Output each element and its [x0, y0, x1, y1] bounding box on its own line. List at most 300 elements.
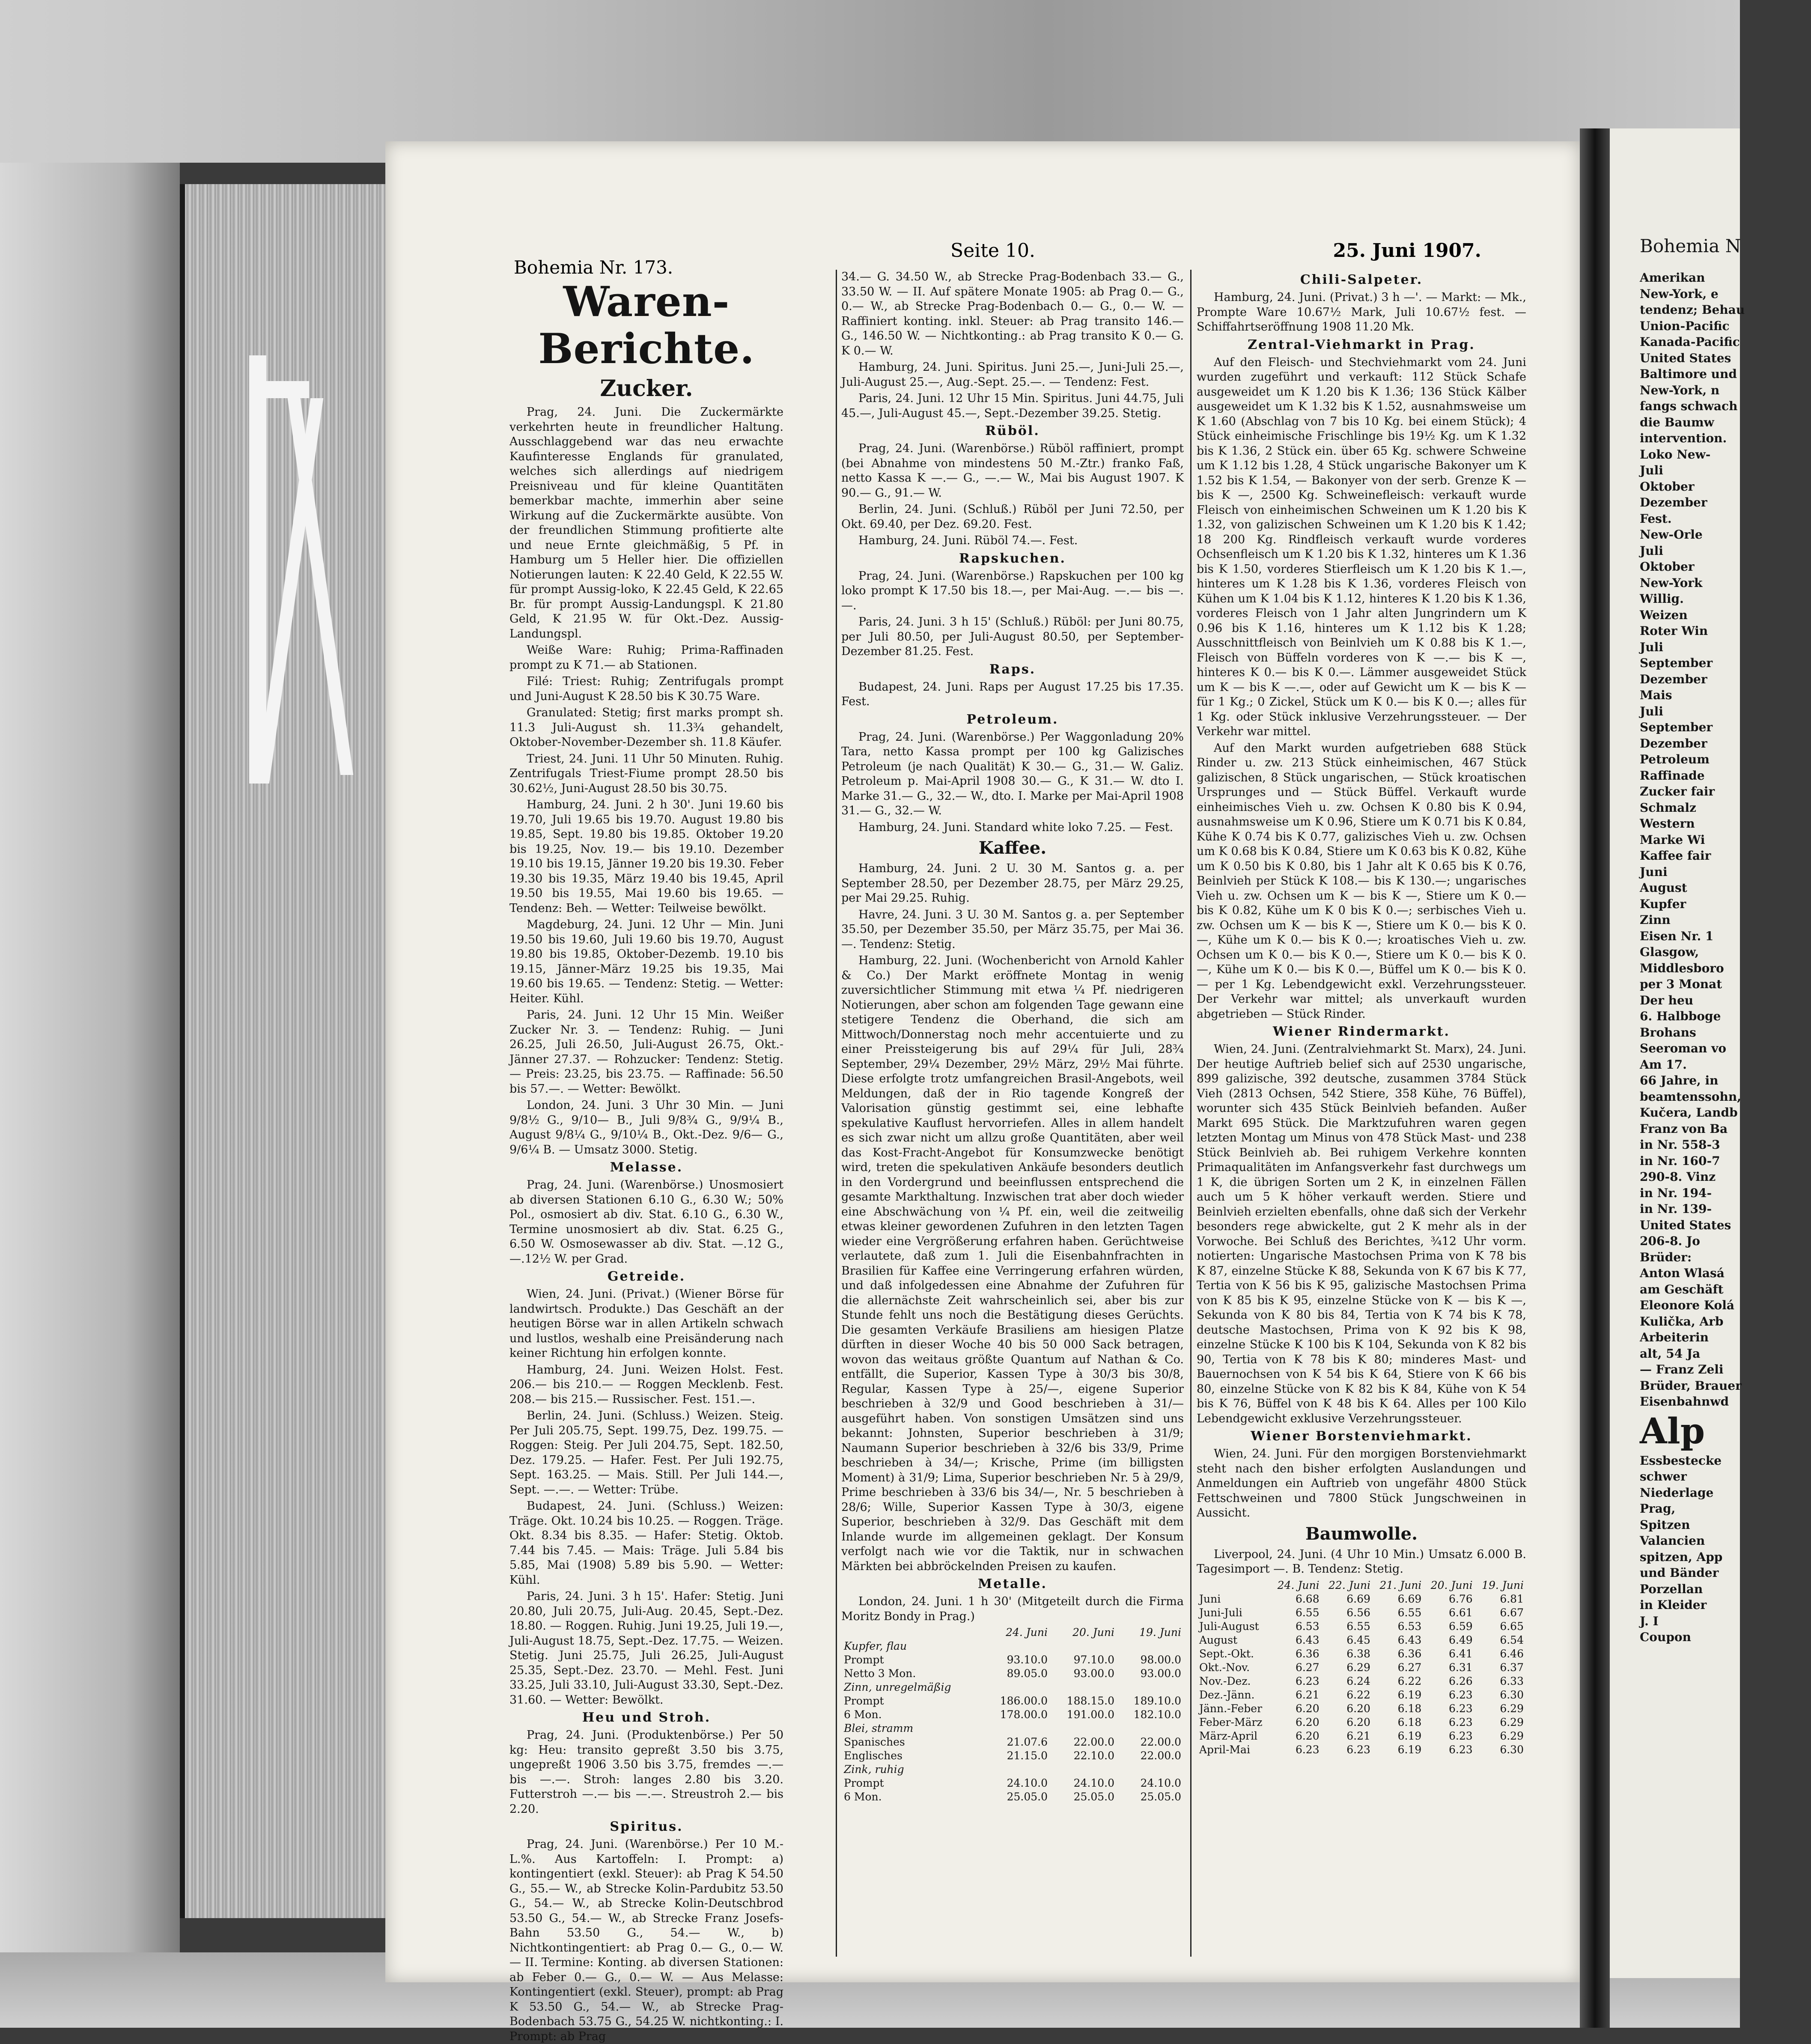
table-row [841, 1653, 1184, 1667]
table-cell: 6.55 [1397, 1606, 1422, 1619]
table-cell: 6.22 [1346, 1688, 1370, 1701]
article-paragraph: Prag, 24. Juni. (Warenbörse.) Rapskuchen per 100 kg loko prompt K 17.50 bis 18.—, per Mai-Aug. —.— bis —.—. [841, 569, 1184, 612]
table-cell: 6.53 [1397, 1620, 1422, 1633]
table-cell: 21.07.6 [1007, 1736, 1048, 1748]
table-cell: 6.18 [1397, 1716, 1422, 1728]
table-header [1197, 1579, 1271, 1592]
heading-rapskuchen: Rapskuchen. [959, 551, 1066, 566]
column-1 [509, 270, 783, 2043]
facing-page-line: Porzellan [1640, 1582, 1703, 1596]
table-cell: 22.00.0 [1140, 1736, 1181, 1748]
heading-petroleum: Petroleum. [966, 712, 1059, 727]
facing-page-line: Dezember [1640, 736, 1707, 751]
table-cell [1117, 1680, 1184, 1694]
table-cell: 182.10.0 [1133, 1708, 1181, 1721]
table-cell: Feber-März [1199, 1716, 1263, 1728]
article-paragraph: Hamburg, 24. Juni. Weizen Holst. Fest. 206.— bis 210.— — Roggen Mecklenb. Fest. 208.— bis 215.— Russischer. Fest. 151.—. [509, 1363, 783, 1406]
table-cell: 6.22 [1397, 1675, 1422, 1687]
heading-zucker: Zucker. [600, 375, 693, 402]
facing-page-line: beamtenssohn, [1640, 1089, 1741, 1104]
table-cell: Kupfer, flau [844, 1640, 907, 1652]
table-row [841, 1749, 1184, 1763]
table-cell: 6.33 [1500, 1675, 1524, 1687]
table-row [841, 1763, 1184, 1776]
table-cell: 21.15.0 [1007, 1749, 1048, 1762]
table-cell: 22.00.0 [1073, 1736, 1114, 1748]
table-cell: 6.31 [1448, 1661, 1473, 1674]
table-cell: 178.00.0 [1000, 1708, 1048, 1721]
newspaper-page [385, 141, 1580, 2043]
article-paragraph: London, 24. Juni. 3 Uhr 30 Min. — Juni 9/8½ G., 9/10— B., Juli 9/8¾ G., 9/9¼ B., August 9/8¼ G., 9/10¼ B., Okt.-Dez. 9/6— G., 9/6¼ B. — Umsatz 3000. Stetig. [509, 1099, 783, 1156]
article-paragraph: Hamburg, 24. Juni. 2 U. 30 M. Santos g. a. per September 28.50, per Dezember 28.75, per März 29.25, per Mai 29.25. Ruhig. [841, 862, 1184, 905]
table-cell: 24.10.0 [1073, 1777, 1114, 1789]
facing-page-line: New-York, e [1640, 286, 1719, 301]
article-paragraph: Triest, 24. Juni. 11 Uhr 50 Minuten. Ruhig. Zentrifugals Triest-Fiume prompt 28.50 bis 30.62½, Juni-August 28.50 bis 30.75. [509, 752, 783, 795]
table-row [1197, 1647, 1526, 1661]
table-row [841, 1694, 1184, 1708]
table-cell: 98.00.0 [1140, 1654, 1181, 1666]
article-paragraph: Filé: Triest: Ruhig; Zentrifugals prompt und Juni-August K 28.50 bis K 30.75 Ware. [509, 675, 783, 703]
facing-page-text [1640, 270, 1811, 1645]
page-edge-mark [256, 398, 323, 784]
facing-page-line: Am 17. [1640, 1057, 1687, 1072]
table-cell: 6.55 [1295, 1606, 1320, 1619]
table-cell [1050, 1680, 1117, 1694]
table-cell: 186.00.0 [1000, 1695, 1048, 1707]
table-cell: 6.36 [1295, 1647, 1320, 1660]
table-row [1197, 1633, 1526, 1647]
facing-page-line: Juli [1640, 463, 1663, 477]
table-cell: Englisches [844, 1749, 903, 1762]
article-paragraph: Wien, 24. Juni. (Zentralviehmarkt St. Marx), 24. Juni. Der heutige Auftrieb belief sich auf 2530 ungarische, 899 galizische, 392 deutsche, zusammen 3784 Stück Vieh (2813 Ochsen, 542 Stiere, 358 Kühe, 76 Büffel), worunter sich 435 Stück Beinlvieh befanden. Außer Markt 695 Stück. Die Marktzufuhren waren gegen letzten Montag um Minus von 478 Stück Mast- und 238 Stück Beinlvieh ab. Bei ruhigem Verkehre konnten Primaqualitäten im Anfangsverkehr fast durchwegs um 1 K, die übrigen Sorten um 2 K, in einzelnen Fällen auch um 5 K höher verkauft werden. Stiere und Beinlvieh erzielten ebenfalls, ohne daß sich der Verkehr besonders rege abwickelte, gut 2 K mehr als in der Vorwoche. Bei Schluß des Berichtes, ¾12 Uhr vorm. notierten: Ungarische Mastochsen Prima von K 78 bis K 87, einzelne Stücke K 88, Sekunda von K 67 bis K 77, Tertia von K 56 bis K 95, galizische Mastochsen Prima von K 85 bis K 95, einzelne Stücke von K — bis K —, Sekunda von K 80 bis 84, Tertia von K 74 bis K 78, deutsche Mastochsen, Prima von K 92 bis K 98, einzelne Stücke K 100 bis K 104, Sekunda von K 82 bis 90, Tertia von K 78 bis K 80; minderes Mast- und Bauernochsen von K 54 bis K 64, Stiere von K 66 bis 80, einzelne Stücke von K 82 bis K 84, Kühe von K 54 bis K 76, Büffel von K 48 bis K 64. Alles per 100 Kilo Lebendgewicht exklusive Verzehrungssteuer. [1197, 1043, 1526, 1425]
article-paragraph: Paris, 24. Juni. 3 h 15'. Hafer: Stetig. Juni 20.80, Juli 20.75, Juli-Aug. 20.45, Sept.-Dez. 18.80. — Roggen. Ruhig. Juni 19.25, Juli 19.—, Juli-August 18.75, Sept.-Dez. 17.75. — Weizen. Stetig. Juni 25.75, Juli 26.25, Juli-August 25.35, Sept.-Dez. 23.70. — Mehl. Fest. Juni 33.25, Juli 33.10, Juli-August 33.30, Sept.-Dez. 31.60. — Wetter: Bewölkt. [509, 1590, 783, 1707]
table-cell: 6.20 [1295, 1716, 1320, 1728]
facing-page-line: spitzen, App [1640, 1549, 1723, 1564]
table-cell: 6.23 [1448, 1688, 1473, 1701]
table-row [841, 1667, 1184, 1680]
table-row [841, 1708, 1184, 1722]
page-edge-mark [249, 355, 266, 784]
facing-page-line: Valancien [1640, 1534, 1705, 1548]
table-row [1197, 1729, 1526, 1743]
table-cell: 6.56 [1346, 1606, 1370, 1619]
facing-page-line: Kulička, Arb [1640, 1314, 1724, 1329]
article-paragraph: Budapest, 24. Juni. Raps per August 17.25 bis 17.35. Fest. [841, 680, 1184, 708]
table-row [1197, 1606, 1526, 1620]
table-cell: 6.59 [1448, 1620, 1473, 1633]
table-cell: 93.00.0 [1073, 1667, 1114, 1680]
column-2 [841, 270, 1184, 1940]
facing-page-line: Oktober [1640, 479, 1695, 494]
article-paragraph: Prag, 24. Juni. Die Zuckermärkte verkehrten heute in freundlicher Haltung. Ausschlaggebend war das neu erwachte Kaufinteresse Englands für granulated, welches sich allerdings auf niedrigem Preisniveau und für kleine Quantitäten bemerkbar machte, immerhin aber seine Wirkung auf die Zuckermärkte ausübte. Von der freundlichen Stimmung profitierte alte und neue Ernte gleichmäßig, 5 Pf. in Hamburg um 5 Heller hier. Die offiziellen Notierungen lauten: K 22.40 Geld, K 22.55 W. für prompt Aussig-loko, K 22.45 Geld, K 22.65 Br. für prompt Aussig-Landungspl. K 21.80 Geld, K 21.95 W. für Okt.-Dez. Aussig-Landungspl. [509, 405, 783, 641]
article-paragraph: Weiße Ware: Ruhig; Prima-Raffinaden prompt zu K 71.— ab Stationen. [509, 644, 783, 672]
article-paragraph: Hamburg, 24. Juni. Spiritus. Juni 25.—, Juni-Juli 25.—, Juli-August 25.—, Aug.-Sept. 25.—. — Tendenz: Fest. [841, 361, 1184, 389]
heading-rueboel: Rüböl. [985, 423, 1040, 438]
heading-melasse: Melasse. [610, 1160, 683, 1175]
table-cell: 6.20 [1295, 1702, 1320, 1715]
table-cell: Blei, stramm [844, 1722, 914, 1734]
heading-metalle: Metalle. [978, 1576, 1047, 1591]
table-cell: Nov.-Dez. [1199, 1675, 1251, 1687]
table-cell: 6.37 [1500, 1661, 1524, 1674]
facing-page-line: Eleonore Kolá [1640, 1298, 1734, 1312]
table-row [841, 1790, 1184, 1804]
table-cell [1117, 1639, 1184, 1653]
facing-page-line: Dezember [1640, 672, 1707, 686]
table-cell: 6.23 [1448, 1743, 1473, 1756]
article-paragraph: Berlin, 24. Juni. (Schluss.) Weizen. Steig. Per Juli 205.75, Sept. 199.75, Dez. 199.75. — Roggen: Steig. Per Juli 204.75, Sept. 182.50, Dez. 179.25. — Hafer. Fest. Per Juli 192.75, Sept. 163.25. — Mais. Still. Per Juli 144.—, Sept. —.—. — Wetter: Trübe. [509, 1409, 783, 1496]
facing-page-line: Juli [1640, 704, 1663, 718]
facing-page-line: Zucker fair [1640, 784, 1715, 799]
cotton-table [1197, 1579, 1526, 1757]
facing-page-line: Glasgow, [1640, 945, 1699, 959]
table-cell: 188.15.0 [1066, 1695, 1114, 1707]
facing-page-line: J. I [1640, 1614, 1659, 1628]
table-cell: 93.00.0 [1140, 1667, 1181, 1680]
table-cell: April-Mai [1199, 1743, 1250, 1756]
facing-page-line: in Nr. 558-3 [1640, 1138, 1720, 1152]
heading-raps: Raps. [989, 661, 1036, 677]
article-paragraph: Hamburg, 24. Juni. Standard white loko 7.25. — Fest. [858, 820, 1174, 834]
table-cell: Prompt [844, 1654, 884, 1666]
column-rule [1190, 270, 1191, 1957]
facing-page-line: Niederlage [1640, 1485, 1714, 1500]
table-cell: Zink, ruhig [844, 1763, 904, 1776]
table-header [841, 1626, 983, 1639]
article-paragraph: Granulated: Stetig; first marks prompt sh. 11.3 Juli-August sh. 11.3¾ gehandelt, Oktober-November-Dezember sh. 11.8 Käufer. [509, 706, 783, 749]
running-head-right: 25. Juni 1907. [1333, 240, 1481, 262]
facing-page-line: Eisenbahnwd [1640, 1394, 1729, 1409]
facing-page-line: 66 Jahre, in [1640, 1073, 1719, 1088]
table-cell: 6.21 [1346, 1729, 1370, 1742]
table-cell: 6.45 [1346, 1633, 1370, 1646]
facing-page-line: Arbeiterin [1640, 1330, 1709, 1344]
facing-page-line: intervention. [1640, 431, 1727, 445]
table-cell: Jänn.-Feber [1199, 1702, 1263, 1715]
table-cell: 6.20 [1346, 1716, 1370, 1728]
table-cell: 6.81 [1500, 1592, 1524, 1605]
table-row [1197, 1620, 1526, 1633]
article-paragraph: Havre, 24. Juni. 3 U. 30 M. Santos g. a. per September 35.50, per Dezember 35.50, per März 35.75, per Mai 36.—. Tendenz: Stetig. [841, 908, 1184, 951]
article-paragraph: Auf den Markt wurden aufgetrieben 688 Stück Rinder u. zw. 213 Stück einheimischen, 467 Stück galizischen, 8 Stück ungarischen, — Stück kroatischen Ursprunges und — Stück Büffel. Verkauft wurde einheimisches Vieh u. zw. Ochsen K 0.80 bis K 0.94, ausnahmsweise um K 0.96, Stiere um K 0.71 bis K 0.84, Kühe K 0.74 bis K 0.77, galizisches Vieh u. zw. Ochsen um K 0.68 bis K 0.84, Stiere um K 0.63 bis K 0.82, Kühe um K 0.50 bis K 0.80, bis 1 Jahr alt K 0.65 bis K 0.76, Beinlvieh per Stück K 108.— bis K 130.—; ungarisches Vieh u. zw. Ochsen um K — bis K —, Stiere um K 0.— bis K 0.82, Kühe um K 0 bis K 0.—; serbisches Vieh u. zw. Ochsen um K — bis K —, Stiere um K 0.— bis K 0.—, Kühe um K 0.— bis K 0.—; kroatisches Vieh u. zw. Ochsen um K 0.— bis K 0.—, Stiere um K 0.— bis K 0.—, Kühe um K 0.— bis K 0.—, Büffel um K 0.— bis K 0.— per 1 Kg. Lebendgewicht exkl. Verzehrungssteuer. Der Verkehr war mittel; als unverkauft wurden abgetrieben — Stück Rinder. [1197, 741, 1526, 1021]
table-header: 22. Juni [1328, 1579, 1370, 1591]
column-3 [1197, 270, 1526, 1940]
table-cell: 6.23 [1295, 1675, 1320, 1687]
facing-page-line: schwer [1640, 1469, 1687, 1484]
table-header: 20. Juni [1430, 1579, 1473, 1591]
facing-page-line: Kupfer [1640, 897, 1686, 911]
facing-page-line: — Franz Zeli [1640, 1362, 1724, 1377]
table-cell: 97.10.0 [1073, 1654, 1114, 1666]
facing-page-line: alt, 54 Ja [1640, 1346, 1701, 1361]
facing-page-line: Spitzen [1640, 1517, 1690, 1532]
table-cell: 6.29 [1500, 1729, 1524, 1742]
table-header-row [841, 1626, 1184, 1639]
facing-page-line: Amerikan [1640, 271, 1705, 285]
table-cell: Juni [1199, 1592, 1221, 1605]
table-cell: 6.24 [1346, 1675, 1370, 1687]
facing-page-line: Alp [1640, 1410, 1705, 1452]
facing-page-line: Brüder, Brauer [1640, 1378, 1742, 1393]
facing-page-line: Kaffee fair [1640, 849, 1711, 863]
table-header: 24. Juni [1277, 1579, 1320, 1591]
facing-page-line: September [1640, 656, 1713, 670]
table-cell: 93.10.0 [1007, 1654, 1048, 1666]
table-cell: 6.23 [1448, 1716, 1473, 1728]
table-cell: 6.69 [1397, 1592, 1422, 1605]
table-cell: 6.23 [1346, 1743, 1370, 1756]
heading-zentral-viehmarkt: Zentral-Viehmarkt in Prag. [1248, 337, 1475, 352]
table-cell: 89.05.0 [1007, 1667, 1048, 1680]
table-row [1197, 1688, 1526, 1702]
article-paragraph: Wien, 24. Juni. (Privat.) (Wiener Börse für landwirtsch. Produkte.) Das Geschäft an der heutigen Börse war in allen Artikeln schwach und lustlos, weshalb eine Preisänderung nach keiner Richtung hin erfolgen konnte. [509, 1287, 783, 1360]
page-edge-mark [249, 381, 309, 398]
table-cell: 6.27 [1295, 1661, 1320, 1674]
table-cell: 25.05.0 [1140, 1791, 1181, 1803]
facing-page-line: Juni [1640, 864, 1668, 879]
heading-chili-salpeter: Chili-Salpeter. [1300, 272, 1423, 287]
table-cell: 6.29 [1500, 1716, 1524, 1728]
article-paragraph: Prag, 24. Juni. (Warenbörse.) Per Waggonladung 20% Tara, netto Kassa prompt per 100 kg Galizisches Petroleum (je nach Qualität) K 30.— G., 31.— W. Galiz. Petroleum p. Mai-April 1908 30.— G., K 31.— W. dto I. Marke 31.— G., 32.— W., dto. I. Marke per Mai-April 1908 31.— G., 32.— W. [841, 730, 1184, 817]
facing-page-line: Oktober [1640, 560, 1695, 574]
facing-page-line: Zinn [1640, 913, 1671, 927]
facing-page-line: Mais [1640, 688, 1672, 702]
article-paragraph: Liverpool, 24. Juni. (4 Uhr 10 Min.) Umsatz 6.000 B. Tagesimport —. B. Tendenz: Stetig. [1197, 1547, 1526, 1576]
table-header: 21. Juni [1379, 1579, 1422, 1591]
facing-page-line: Marke Wi [1640, 832, 1705, 847]
facing-page-line: per 3 Monat [1640, 977, 1722, 991]
facing-page-line: in Nr. 139- [1640, 1202, 1712, 1216]
facing-page-line: in Nr. 194- [1640, 1186, 1712, 1200]
scan-background-top [0, 0, 1740, 163]
article-paragraph: Hamburg, 24. Juni. 2 h 30'. Juni 19.60 bis 19.70, Juli 19.65 bis 19.70. August 19.80 bis 19.85, Sept. 19.80 bis 19.85. Oktober 19.20 bis 19.25, Nov. 19.— bis 19.10. Dezember 19.10 bis 19.15, Jänner 19.20 bis 19.30. Feber 19.30 bis 19.35, März 19.40 bis 19.45, April 19.50 bis 19.55, Mai 19.60 bis 19.65. — Tendenz: Beh. — Wetter: Teilweise bewölkt. [509, 798, 783, 915]
facing-page-line: Kučera, Landb [1640, 1105, 1738, 1120]
book-page-edges [180, 184, 390, 1918]
table-cell: 6 Mon. [844, 1708, 882, 1721]
facing-page-line: New-Orle [1640, 527, 1703, 542]
table-cell: 6.38 [1346, 1647, 1370, 1660]
article-paragraph: Prag, 24. Juni. (Warenbörse.) Unosmosiert ab diversen Stationen 6.10 G., 6.30 W.; 50% Pol., osmosiert ab div. Stat. 6.10 G., 6.30 W., Termine unosmosiert ab div. Stat. 6.25 G., 6.50 W. Osmosewasser ab div. Stat. —.12 G., —.12½ W. per Grad. [509, 1178, 783, 1266]
table-cell: 6.19 [1397, 1729, 1422, 1742]
facing-page-line: United States [1640, 1218, 1731, 1232]
table-cell: Dez.-Jänn. [1199, 1688, 1255, 1701]
facing-page-line: die Baumw [1640, 415, 1714, 429]
table-cell [1117, 1763, 1184, 1776]
table-cell: 6.21 [1295, 1688, 1320, 1701]
table-cell: 6.55 [1346, 1620, 1370, 1633]
heading-baumwolle: Baumwolle. [1305, 1523, 1418, 1544]
table-cell: März-April [1199, 1729, 1258, 1742]
facing-page-line: Raffinade [1640, 768, 1705, 783]
article-paragraph: Paris, 24. Juni. 3 h 15' (Schluß.) Rüböl: per Juni 80.75, per Juli 80.50, per Juli-August 80.50, per September-Dezember 81.25. Fest. [841, 615, 1184, 658]
table-cell [1050, 1722, 1117, 1735]
facing-page-line: am Geschäft [1640, 1282, 1724, 1296]
scan-background-left [0, 163, 180, 2028]
heading-kaffee: Kaffee. [978, 838, 1047, 858]
table-header: 19. Juni [1482, 1579, 1524, 1591]
table-cell: 189.10.0 [1133, 1695, 1181, 1707]
article-paragraph: Hamburg, 22. Juni. (Wochenbericht von Arnold Kahler & Co.) Der Markt eröffnete Montag in wenig zuversichtlicher Stimmung mit etwa ¼ Pf. niedrigeren Notierungen, aber schon am folgenden Tage gewann eine stetigere Tendenz die Oberhand, die sich am Mittwoch/Donnerstag noch mehr accentuierte und zu einer Preissteigerung bis auf 29¼ für Juli, 28¾ September, 29¼ Dezember, 29½ März, 29½ Mai führte. Diese erfolgte trotz umfangreichen Brasil-Angebots, weil Meldungen, daß der in Rio tagende Kongreß der Valorisation günstig gestimmt sei, eine lebhafte spekulative Kauflust hervorriefen. Alles in allem handelt es sich zwar nicht um allzu große Quantitäten, aber weil das Kost-Fracht-Angebot für Konsumzwecke benötigt wird, treten die spekulativen Ankäufe besonders deutlich in den Vordergrund und beeinflussen entsprechend die gesamte Markthaltung. Inzwischen trat aber doch wieder eine Abschwächung von ¼ Pf. ein, weil die zeitweilig etwas kleiner gewordenen Zufuhren in den letzten Tagen wieder eine Vergrößerung erfahren haben. Gerüchtweise verlautete, daß zum 1. Juli die Eisenbahnfrachten in Brasilien für Kaffee eine Verringerung erfahren würden, und daß infolgedessen eine Abnahme der Zufuhren für die allernächste Zeit wahrscheinlich sei, aber bis zur Stunde fehlt uns noch die Bestätigung dieses Gerüchts. Die gesamten Verkäufe Brasiliens am hiesigen Platze dürften in dieser Woche 40 bis 50 000 Sack betragen, wovon das weitaus größte Quantum auf Nathan & Co. entfällt, die Superior, Kassen Type à 30/3 bis 30/8, Regular, Kassen Type à 25/—, eigene Superior beschrieben à 32/9 und Good beschrieben à 31/— ausgeführt haben. Von sonstigen Umsätzen sind uns bekannt: Johnsten, Superior beschrieben à 31/9; Naumann Superior beschrieben à 32/6 bis 33/9, Prime beschrieben à 34/—; Krische, Prime (im billigsten Moment) à 31/9; Lima, Superior beschrieben Nr. 5 à 29/9, Prime beschrieben à 33/6 bis 34/—, Nr. 5 beschrieben à 28/6; Wille, Superior Kassen Type à 30/3, eigene Superior, beschrieben à 32/9. Das Geschäft mit dem Inlande wurde im allgemeinen geklagt. Der Konsum verfolgt nach wie vor die Taktik, nur in schwachen Märkten bei abbröckelnden Preisen zu kaufen. [841, 954, 1184, 1573]
heading-heu-und-stroh: Heu und Stroh. [582, 1710, 711, 1725]
table-cell: 22.10.0 [1073, 1749, 1114, 1762]
table-cell: 6.68 [1295, 1592, 1320, 1605]
table-cell: 6.54 [1500, 1633, 1524, 1646]
facing-page-line: Fest. [1640, 511, 1672, 526]
table-cell [983, 1763, 1050, 1776]
cotton-table-body [1197, 1592, 1526, 1757]
facing-page-line: New-York [1640, 575, 1703, 590]
article-paragraph: Prag, 24. Juni. (Warenbörse.) Rüböl raffiniert, prompt (bei Abnahme von mindestens 50 M.-Ztr.) franko Faß, netto Kassa K —.— G., —.— W., Mai bis August 1907. K 90.— G., 91.— W. [841, 442, 1184, 500]
table-row [841, 1735, 1184, 1749]
table-cell: 6.27 [1397, 1661, 1422, 1674]
table-cell: 6.30 [1500, 1688, 1524, 1701]
table-header: 24. Juni [1006, 1626, 1048, 1639]
article-paragraph: Prag, 24. Juni. (Produktenbörse.) Per 50 kg: Heu: transito gepreßt 3.50 bis 3.75, ungepreßt 1906 3.50 bis 3.75, fremdes —.— bis —.—. Stroh: langes 2.80 bis 3.20. Futterstroh —.— bis —.—. Streustroh 2.— bis 2.20. [509, 1728, 783, 1816]
facing-page-line: Brohans [1640, 1025, 1696, 1040]
table-header-row [1197, 1579, 1526, 1592]
facing-page-line: Union-Pacific [1640, 319, 1730, 333]
facing-page-line: und Bänder [1640, 1566, 1719, 1580]
running-head-center: Seite 10. [950, 240, 1035, 262]
table-header: 20. Juni [1072, 1626, 1114, 1639]
table-cell: 25.05.0 [1007, 1791, 1048, 1803]
table-cell: 6.49 [1448, 1633, 1473, 1646]
table-cell: 6.65 [1500, 1620, 1524, 1633]
facing-page-line: New-York, n [1640, 383, 1720, 397]
table-cell: Prompt [844, 1695, 884, 1707]
table-cell: 6.61 [1448, 1606, 1473, 1619]
book-spine-gutter [1580, 128, 1610, 2028]
facing-page-line: in Kleider [1640, 1598, 1707, 1612]
table-row [1197, 1675, 1526, 1688]
table-cell: Juli-August [1199, 1620, 1259, 1633]
table-cell [1050, 1639, 1117, 1653]
table-row [1197, 1743, 1526, 1757]
article-paragraph: London, 24. Juni. 1 h 30' (Mitgeteilt durch die Firma Moritz Bondy in Prag.) [841, 1595, 1184, 1623]
facing-page-running-head: Bohemia N [1640, 235, 1741, 256]
facing-page-line: fangs schwach [1640, 399, 1738, 413]
facing-page-line: Der heu [1640, 993, 1694, 1007]
table-row [1197, 1592, 1526, 1606]
table-row [841, 1680, 1184, 1694]
table-cell: 6.19 [1397, 1743, 1422, 1756]
table-cell: Netto 3 Mon. [844, 1667, 916, 1680]
table-cell [983, 1680, 1050, 1694]
facing-page-line: Coupon [1640, 1630, 1691, 1644]
heading-wiener-borstenviehmarkt: Wiener Borstenviehmarkt. [1251, 1429, 1472, 1444]
facing-page-line: Essbestecke [1640, 1453, 1722, 1468]
facing-page-line: Juli [1640, 640, 1663, 654]
table-cell: 6.19 [1397, 1688, 1422, 1701]
facing-page-line: 6. Halbboge [1640, 1009, 1721, 1023]
table-cell: 22.00.0 [1140, 1749, 1181, 1762]
column-rule [836, 270, 837, 1957]
table-row [1197, 1661, 1526, 1675]
article-paragraph: Prag, 24. Juni. (Warenbörse.) Per 10 M.-L.%. Aus Kartoffeln: I. Prompt: a) kontingentiert (exkl. Steuer): ab Prag K 54.50 G., 55.— W., ab Strecke Kolin-Pardubitz 53.50 G., 54.— W., ab Strecke Kolin-Deutschbrod 53.50 G., 54.— W., ab Strecke Franz Josefs-Bahn 53.50 G., 54.— W., b) Nichtkontingentiert: ab Prag 0.— G., 0.— W. — II. Termine: Konting. ab diversen Stationen: ab Feber 0.— G., 0.— W. — Aus Melasse: Kontingentiert (exkl. Steuer), prompt: ab Prag K 53.50 G., 54.— W., ab Strecke Prag-Bodenbach 53.75 G., 54.25 W. nichtkonting.: I. Prompt: ab Prag [509, 1838, 783, 2043]
heading-getreide: Getreide. [607, 1269, 686, 1284]
table-cell: August [1199, 1633, 1238, 1646]
article-paragraph: Magdeburg, 24. Juni. 12 Uhr — Min. Juni 19.50 bis 19.60, Juli 19.60 bis 19.70, August 19.80 bis 19.85, Oktober-Dezemb. 19.10 bis 19.15, Jänner-März 19.25 bis 19.35, Mai 19.60 bis 19.65. — Tendenz: Stetig. — Wetter: Heiter. Kühl. [509, 918, 783, 1005]
table-cell: Prompt [844, 1777, 884, 1789]
facing-page-line: Brüder: [1640, 1250, 1692, 1264]
facing-page-line: Dezember [1640, 495, 1707, 510]
facing-page [1610, 128, 1745, 1978]
table-row [1197, 1702, 1526, 1716]
facing-page-line: Weizen [1640, 608, 1688, 622]
table-cell [1117, 1722, 1184, 1735]
table-cell: 6.29 [1346, 1661, 1370, 1674]
table-cell: 6.46 [1500, 1647, 1524, 1660]
table-cell: Okt.-Nov. [1199, 1661, 1250, 1674]
facing-page-line: Western [1640, 816, 1695, 831]
metals-table-body [841, 1639, 1184, 1804]
article-paragraph: Hamburg, 24. Juni. Rüböl 74.—. Fest. [858, 534, 1078, 547]
table-cell: 6.76 [1448, 1592, 1473, 1605]
running-head-left: Bohemia Nr. 173. [514, 257, 673, 278]
article-paragraph: Paris, 24. Juni. 12 Uhr 15 Min. Weißer Zucker Nr. 3. — Tendenz: Ruhig. — Juni 26.25, Juli 26.50, Juli-August 26.75, Okt.-Jänner 27.37. — Rohzucker: Tendenz: Stetig. — Preis: 23.25, bis 23.75. — Raffinade: 56.50 bis 57.—. — Wetter: Bewölkt. [509, 1008, 783, 1096]
table-cell: 6.23 [1448, 1729, 1473, 1742]
article-paragraph: Auf den Fleisch- und Stechviehmarkt vom 24. Juni wurden zugeführt und verkauft: 112 Stück Schafe ausgeweidet um K 1.20 bis K 1.36; 136 Stück Kälber ausgeweidet um K 1.32 bis K 1.52, ausnahmsweise um K 1.60 (Abschlag von 7 bis 10 Kg. bei einem Stück); 4 Stück einheimische Frischlinge bis 19½ Kg. um K 1.32 bis K 1.36, 2 Stück ein. über 65 Kg. schwere Schweine um K 1.12 bis 1.28, 4 Stück ungarische Bakonyer um K 1.52 bis K 1.54, — Bakonyer von der serb. Grenze K — bis K —, 2500 Kg. Schweinefleisch: verkauft wurde Fleisch von einheimischen Schweinen um K 1.20 bis K 1.32, von galizischen Schweinen um K 1.20 bis K 1.42; 18 200 Kg. Rindfleisch verkauft wurde vorderes Ochsenfleisch um K 1.20 bis K 1.32, hinteres um K 1.36 bis K 1.50, vorderes Stierfleisch um K 1.20 bis K 1.—, hinteres um K 1.28 bis K 1.36, vorderes Fleisch von Kühen um K 1.04 bis K 1.12, hinteres K 1.20 bis K 1.36, vorderes Fleisch von 1 Jahr alten Jungrindern um K 0.96 bis K 1.16, hinteres um K 1.12 bis K 1.28; Ausschnittfleisch von Beinlvieh um K 0.88 bis K 1.—, Fleisch von Büffeln vorderes von K —.— bis K —, hinteres K 0.— bis K 0.—. Lämmer ausgeweidet Stück um K — bis K —.—, oder auf Gewicht um K — bis K — für 1 Kg.; 0 Zickel, Stück um K 0.— bis K 0.—; alles für 1 Kg. oder Stück inklusive Verzehrungssteuer. — Der Verkehr war mittel. [1197, 355, 1526, 738]
heading-wiener-rindermarkt: Wiener Rindermarkt. [1273, 1024, 1450, 1039]
table-cell: 24.10.0 [1007, 1777, 1048, 1789]
facing-page-line: Seeroman vo [1640, 1041, 1727, 1055]
table-row [1197, 1716, 1526, 1729]
table-cell: 6.23 [1295, 1743, 1320, 1756]
facing-page-line: Willig. [1640, 592, 1684, 606]
facing-page-line: Anton Wlasá [1640, 1266, 1725, 1280]
table-cell: 6.36 [1397, 1647, 1422, 1660]
facing-page-line: Schmalz [1640, 800, 1696, 815]
facing-page-line: 290-8. Vinz [1640, 1170, 1716, 1184]
table-cell: Juni-Juli [1199, 1606, 1242, 1619]
table-cell: 6.67 [1500, 1606, 1524, 1619]
article-paragraph: Hamburg, 24. Juni. (Privat.) 3 h —'. — Markt: — Mk., Prompte Ware 10.67½ Mark, Juli 10.67½ fest. — Schiffahrtseröffnung 1908 11.20 Mk. [1197, 291, 1526, 334]
table-cell: 6.41 [1448, 1647, 1473, 1660]
facing-page-line: September [1640, 720, 1713, 734]
article-paragraph: Berlin, 24. Juni. (Schluß.) Rüböl per Juni 72.50, per Okt. 69.40, per Dez. 69.20. Fest. [841, 503, 1184, 531]
article-paragraph: Wien, 24. Juni. Für den morgigen Borstenviehmarkt steht nach den bisher erfolgten Auslandungen und Anmeldungen ein Auftrieb von ungefähr 4800 Stück Fettschweinen und 7800 Stück Jungschweinen in Aussicht. [1197, 1447, 1526, 1520]
table-cell: 6.20 [1295, 1729, 1320, 1742]
table-header: 19. Juni [1139, 1626, 1181, 1639]
table-row [841, 1722, 1184, 1735]
facing-page-line: Kanada-Pacific [1640, 335, 1740, 349]
facing-page-line: August [1640, 881, 1687, 895]
facing-page-line: Eisen Nr. 1 [1640, 929, 1714, 943]
table-cell: 6.23 [1448, 1702, 1473, 1715]
table-cell: Spanisches [844, 1736, 905, 1748]
section-title: Waren-Berichte. [538, 277, 755, 373]
table-cell: 6.20 [1346, 1702, 1370, 1715]
facing-page-line: 206-8. Jo [1640, 1234, 1700, 1248]
article-paragraph: Paris, 24. Juni. 12 Uhr 15 Min. Spiritus. Juni 44.75, Juli 45.—, Juli-August 45.—, Sept.-Dezember 39.25. Stetig. [841, 392, 1184, 420]
table-cell: Zinn, unregelmäßig [844, 1681, 951, 1693]
facing-page-line: Middlesboro [1640, 961, 1724, 975]
facing-page-line: Roter Win [1640, 624, 1708, 638]
heading-spiritus: Spiritus. [610, 1819, 683, 1834]
table-cell: 24.10.0 [1140, 1777, 1181, 1789]
table-cell: 6.26 [1448, 1675, 1473, 1687]
table-row [841, 1776, 1184, 1790]
table-cell: 6.29 [1500, 1702, 1524, 1715]
table-cell [983, 1722, 1050, 1735]
table-cell: 6.43 [1397, 1633, 1422, 1646]
table-cell: 191.00.0 [1066, 1708, 1114, 1721]
facing-page-line: tendenz; Behau [1640, 303, 1745, 317]
table-cell: 25.05.0 [1073, 1791, 1114, 1803]
table-cell: 6.43 [1295, 1633, 1320, 1646]
facing-page-line: in Nr. 160-7 [1640, 1153, 1720, 1168]
facing-page-line: Petroleum [1640, 752, 1710, 766]
